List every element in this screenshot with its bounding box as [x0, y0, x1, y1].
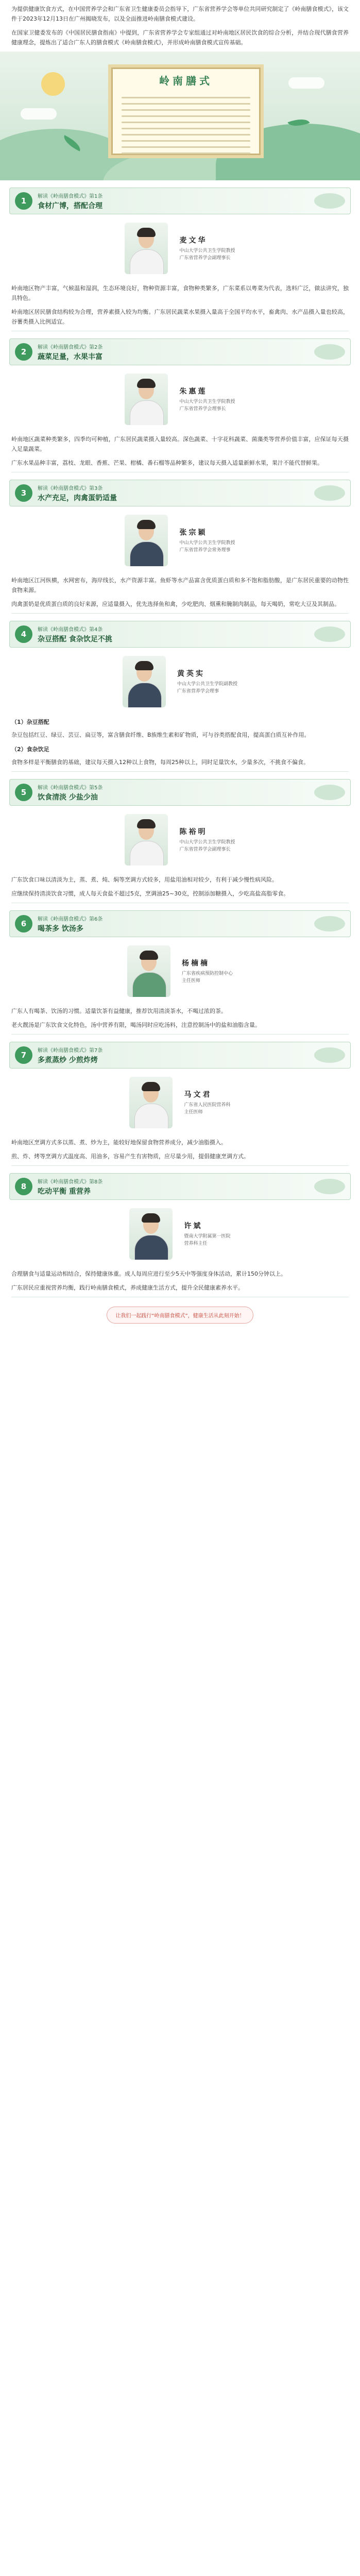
- expert-title: 中山大学公共卫生学院教授 广东省营养学会理事长: [179, 399, 235, 412]
- expert-name: 黄英实: [177, 670, 205, 678]
- section-paragraph: 应继续保持清淡饮食习惯，成人每天食盐不超过5克，烹调油25~30克，控制添加糖摄入，少吃高盐高脂零食。: [11, 890, 289, 897]
- section-paragraph: 岭南地区居民膳食结构较为合理，营养素摄入较为均衡。广东居民蔬菜水果摄入量高于全国平均水平，畜禽肉、水产品摄入量也较高，谷薯类摄入比例适宜。: [11, 309, 349, 325]
- expert-name: 马文君: [184, 1091, 212, 1099]
- section-subtitle: 解读《岭南膳食模式》第1条: [38, 193, 103, 199]
- section-title: 喝茶多 饮汤多: [38, 924, 83, 933]
- section-paragraph: 煎、炸、烤等烹调方式温度高、用油多，容易产生有害物质，应尽量少用，提倡健康烹调方式。: [11, 1153, 249, 1160]
- section-paragraph: 广东饮食口味以清淡为主，蒸、煮、炖、焖等烹调方式较多，用盐用油相对较少，有利于减少慢性病风险。: [11, 876, 278, 883]
- section-paragraph: （1）杂豆搭配: [11, 719, 49, 725]
- section-header: [9, 779, 351, 806]
- intro-paragraph-2: 在国家卫健委发布的《中国居民膳食指南》中提到，广东省营养学会专家组通过对岭南地区居民饮食的综合分析，并结合现代膳食营养健康理念，提炼出了适合广东人的膳食模式《岭南膳食模式》，并形成岭南膳食模式宣传基础。: [11, 29, 349, 46]
- expert-info: [179, 527, 235, 554]
- sections-container: [0, 188, 360, 1297]
- section-subtitle: 解读《岭南膳食模式》第6条: [38, 916, 103, 922]
- expert-title: 广东省疾病预防控制中心 主任医师: [181, 971, 233, 984]
- section-header: [9, 188, 351, 214]
- section-header-text: [38, 1046, 102, 1065]
- leaf-decoration-icon: [314, 916, 345, 931]
- section-card: [9, 621, 351, 648]
- expert-profile: [0, 368, 360, 430]
- section-card: [9, 188, 351, 214]
- section-title: 吃动平衡 重营养: [38, 1187, 91, 1196]
- section-subtitle: 解读《岭南膳食模式》第3条: [38, 485, 103, 492]
- section-header: [9, 910, 351, 937]
- section-title: 多煮蒸炒 少煎炸烤: [38, 1056, 98, 1064]
- section-header-text: [38, 914, 102, 934]
- section-header-text: [38, 625, 112, 644]
- section-card: [9, 480, 351, 506]
- expert-profile: [0, 651, 360, 713]
- leaf-decoration-icon: [314, 626, 345, 642]
- section-paragraph: 老火靓汤是广东饮食文化特色，汤中营养有限，喝汤同时应吃汤料，注意控制汤中的盐和油脂含量。: [11, 1022, 261, 1028]
- section-number-badge: 5: [15, 784, 32, 801]
- expert-profile: [0, 1072, 360, 1133]
- leaf-decoration-icon: [314, 785, 345, 800]
- expert-photo: [125, 374, 168, 425]
- section-number-badge: 7: [15, 1046, 32, 1064]
- expert-info: [179, 235, 235, 262]
- intro-paragraph-1: 为提供健康饮食方式，在中国营养学会和广东省卫生健康委员会指导下，广东省营养学会等单位共同研究制定了《岭南膳食模式》，该文件于2023年12月13日在广州揭晓发布，以及全面推进岭南膳食模式建设。: [11, 6, 349, 22]
- section-subtitle: 解读《岭南膳食模式》第4条: [38, 626, 103, 633]
- section-subtitle: 解读《岭南膳食模式》第5条: [38, 785, 103, 791]
- footer: [0, 1307, 360, 1324]
- section-paragraph: 食物多样是平衡膳食的基础，建议每天摄入12种以上食物，每周25种以上，同时足量饮水，少量多次，不挑食不偏食。: [11, 759, 309, 766]
- leaf-decoration-icon: [314, 1047, 345, 1063]
- expert-photo: [129, 1077, 173, 1128]
- section-card: [9, 779, 351, 806]
- cloud-icon: [288, 77, 324, 89]
- expert-title: 中山大学公共卫生学院教授 广东省营养学会副理事长: [179, 840, 235, 852]
- expert-profile: [0, 940, 360, 1002]
- expert-name: 朱惠莲: [179, 387, 208, 396]
- section-paragraph: （2）食杂饮足: [11, 746, 49, 753]
- expert-name: 陈裕明: [179, 828, 208, 836]
- section-card: [9, 1173, 351, 1200]
- expert-info: [182, 958, 233, 985]
- scroll-lines: [122, 92, 250, 159]
- section-subtitle: 解读《岭南膳食模式》第2条: [38, 344, 103, 350]
- section-divider: [11, 1034, 349, 1035]
- section-number-badge: 6: [15, 915, 32, 933]
- section-title: 蔬菜足量，水果丰富: [38, 352, 102, 361]
- section-card: [9, 338, 351, 365]
- expert-photo: [123, 656, 166, 707]
- section-header: [9, 1042, 351, 1069]
- section-paragraph: 广东人有喝茶、饮汤的习惯。适量饮茶有益健康，推荐饮用清淡茶水，不喝过浓的茶。: [11, 1008, 227, 1014]
- section-header: [9, 1173, 351, 1200]
- section-header-text: [38, 343, 102, 362]
- expert-photo: [127, 945, 170, 997]
- section-title: 水产充足，肉禽蛋奶适量: [38, 494, 117, 502]
- section-header: [9, 621, 351, 648]
- expert-photo: [129, 1208, 173, 1260]
- section-subtitle: 解读《岭南膳食模式》第8条: [38, 1179, 103, 1185]
- section-header-text: [38, 484, 117, 503]
- section-card: [9, 1042, 351, 1069]
- expert-photo: [125, 223, 168, 274]
- section-title: 饮食清淡 少盐少油: [38, 793, 98, 802]
- leaf-decoration-icon: [314, 1179, 345, 1194]
- section-header-text: [38, 1177, 102, 1196]
- leaf-decoration-icon: [314, 344, 345, 360]
- expert-title: 中山大学公共卫生学院教授 广东省营养学会副理事长: [179, 248, 235, 261]
- section-paragraph: 广东居民应重视营养均衡，践行岭南膳食模式，养成健康生活方式，提升全民健康素养水平。: [11, 1284, 244, 1291]
- expert-info: [179, 826, 235, 853]
- expert-title: 中山大学公共卫生学院教授 广东省营养学会常务理事: [179, 540, 235, 553]
- expert-name: 杨楠楠: [181, 959, 210, 968]
- section-paragraph: 岭南地区烹调方式多以蒸、煮、炒为主，能较好地保留食物营养成分，减少油脂摄入。: [11, 1139, 227, 1146]
- section-title: 食材广博，搭配合理: [38, 201, 102, 210]
- section-divider: [11, 1165, 349, 1166]
- section-subtitle: 解读《岭南膳食模式》第7条: [38, 1047, 103, 1054]
- section-paragraph: 肉禽蛋奶是优质蛋白质的良好来源，应适量摄入，优先选择鱼和禽，少吃肥肉、烟熏和腌制肉制品，每天喝奶，常吃大豆及其制品。: [11, 601, 340, 607]
- expert-info: [179, 386, 235, 413]
- section-paragraph: 岭南地区江河纵横，水网密布，海岸线长，水产资源丰富。鱼虾等水产品富含优质蛋白质和多不饱和脂肪酸，是广东居民重要的动物性食物来源。: [11, 577, 349, 594]
- section-divider: [11, 771, 349, 772]
- expert-info: [177, 668, 237, 695]
- section-number-badge: 4: [15, 625, 32, 643]
- expert-title: 广东省人民医院营养科 主任医师: [184, 1103, 231, 1115]
- section-paragraph: 杂豆包括红豆、绿豆、芸豆、扁豆等，富含膳食纤维、B族维生素和矿物质，可与谷类搭配食用，提高蛋白质互补作用。: [11, 732, 310, 738]
- expert-photo: [125, 515, 168, 566]
- section-paragraph: 岭南地区物产丰富，气候温和湿润，生态环境良好，物种资源丰富，食物种类繁多，广东菜系以粤菜为代表，选料广泛，做法讲究，独具特色。: [11, 285, 349, 301]
- footer-link-button[interactable]: 让我们一起践行“岭南膳食模式”，健康生活从此刻开始！: [107, 1307, 253, 1324]
- section-paragraph: 岭南地区蔬菜种类繁多，四季均可种植，广东居民蔬菜摄入量较高。深色蔬菜、十字花科蔬菜、菌藻类等营养价值丰富，应保证每天摄入足量蔬菜。: [11, 436, 349, 452]
- banner-title: 岭南膳式: [159, 75, 213, 87]
- section-header: [9, 338, 351, 365]
- expert-profile: [0, 510, 360, 571]
- sun-icon: [41, 72, 65, 96]
- expert-name: 许斌: [184, 1222, 203, 1230]
- banner-illustration: [0, 52, 360, 180]
- banner-scroll: [108, 64, 264, 158]
- section-number-badge: 8: [15, 1178, 32, 1195]
- section-divider: [11, 613, 349, 614]
- leaf-decoration-icon: [314, 193, 345, 209]
- expert-photo: [125, 814, 168, 866]
- section-number-badge: 1: [15, 192, 32, 210]
- expert-info: [184, 1221, 230, 1247]
- article-page: [0, 4, 360, 1324]
- expert-title: 暨南大学附属第一医院 营养科主任: [184, 1234, 231, 1246]
- expert-name: 麦文华: [179, 236, 208, 245]
- section-paragraph: 合理膳食与适量运动相结合，保持健康体重。成人每周应进行至少5天中等强度身体活动，累计150分钟以上。: [11, 1270, 286, 1277]
- expert-profile: [0, 1203, 360, 1265]
- cloud-icon: [21, 108, 57, 120]
- section-card: [9, 910, 351, 937]
- expert-info: [184, 1089, 230, 1116]
- expert-name: 张宗颖: [179, 529, 208, 537]
- section-header-text: [38, 783, 102, 802]
- expert-profile: [0, 809, 360, 871]
- section-number-badge: 2: [15, 343, 32, 361]
- expert-title: 中山大学公共卫生学院副教授 广东省营养学会理事: [177, 682, 237, 694]
- section-header-text: [38, 192, 102, 211]
- section-title: 杂豆搭配 食杂饮足不挑: [38, 635, 112, 643]
- section-header: [9, 480, 351, 506]
- section-number-badge: 3: [15, 484, 32, 502]
- leaf-decoration-icon: [314, 485, 345, 501]
- section-paragraph: 广东水果品种丰富，荔枝、龙眼、香蕉、芒果、柑橘、番石榴等品种繁多，建议每天摄入适量新鲜水果，果汁不能代替鲜果。: [11, 460, 323, 466]
- expert-profile: [0, 217, 360, 279]
